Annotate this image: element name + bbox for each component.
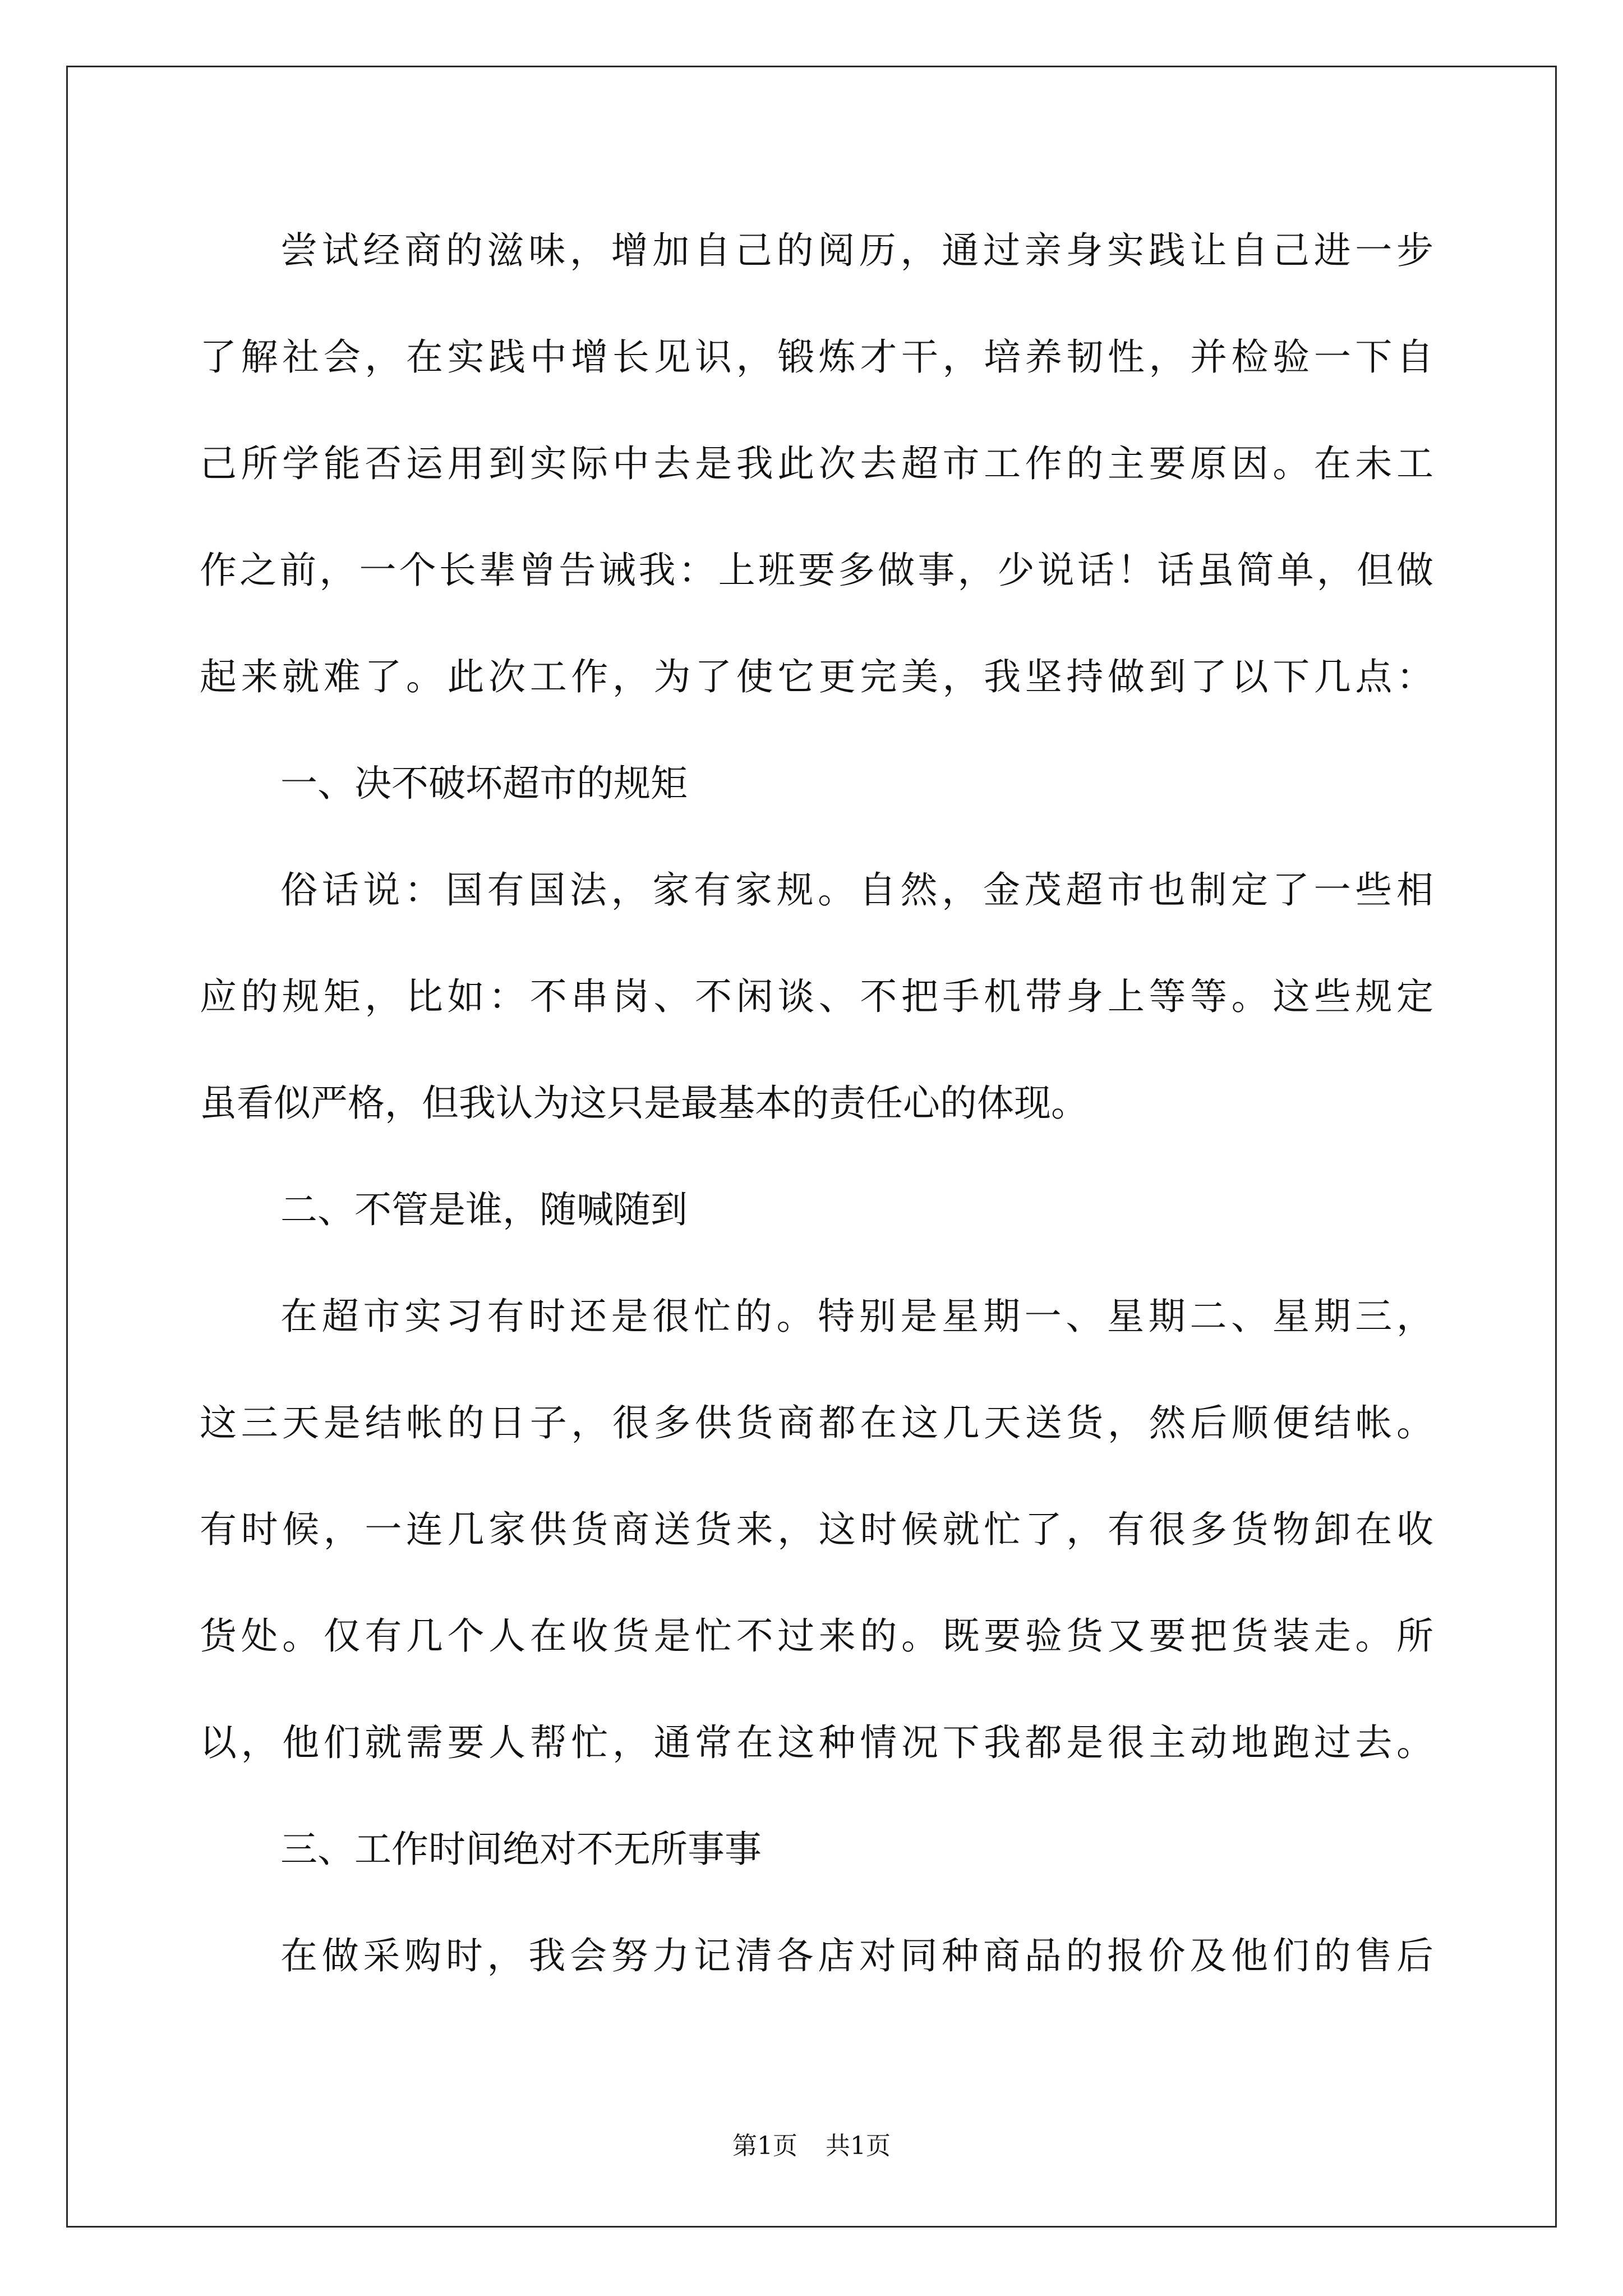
text-line-1: 尝试经商的滋味，增加自己的阅历，通过亲身实践让自己进一步 (280, 229, 1433, 272)
section-heading-3: 三、工作时间绝对不无所事事 (280, 1828, 762, 1871)
text-line-13: 有时候，一连几家供货商送货来，这时候就忙了，有很多货物卸在收 (200, 1508, 1433, 1551)
text-line-5: 起来就难了。此次工作，为了使它更完美，我坚持做到了以下几点： (200, 655, 1433, 698)
text-line-15: 以，他们就需要人帮忙，通常在这种情况下我都是很主动地跑过去。 (200, 1721, 1433, 1764)
text-line-3: 己所学能否运用到实际中去是我此次去超市工作的主要原因。在未工 (200, 442, 1433, 485)
section-heading-2: 二、不管是谁，随喊随到 (280, 1188, 688, 1231)
text-line-9: 虽看似严格，但我认为这只是最基本的责任心的体现。 (200, 1082, 1088, 1125)
text-line-12: 这三天是结帐的日子，很多供货商都在这几天送货，然后顺便结帐。 (200, 1401, 1433, 1444)
page-number: 第1页 (732, 2132, 797, 2160)
text-line-14: 货处。仅有几个人在收货是忙不过来的。既要验货又要把货装走。所 (200, 1614, 1433, 1658)
section-heading-1: 一、决不破坏超市的规矩 (280, 762, 688, 805)
text-line-4: 作之前，一个长辈曾告诫我：上班要多做事，少说话！话虽简单，但做 (200, 549, 1433, 592)
text-line-8: 应的规矩，比如：不串岗、不闲谈、不把手机带身上等等。这些规定 (200, 975, 1433, 1018)
page-footer (0, 2129, 1623, 2163)
document-body (200, 220, 1433, 2032)
text-line-7: 俗话说：国有国法，家有家规。自然，金茂超市也制定了一些相 (280, 868, 1433, 912)
text-line-11: 在超市实习有时还是很忙的。特别是星期一、星期二、星期三， (280, 1295, 1433, 1338)
text-line-17: 在做采购时，我会努力记清各店对同种商品的报价及他们的售后 (280, 1934, 1433, 1977)
text-line-2: 了解社会，在实践中增长见识，锻炼才干，培养韧性，并检验一下自 (200, 335, 1433, 379)
page-total: 共1页 (826, 2132, 891, 2160)
